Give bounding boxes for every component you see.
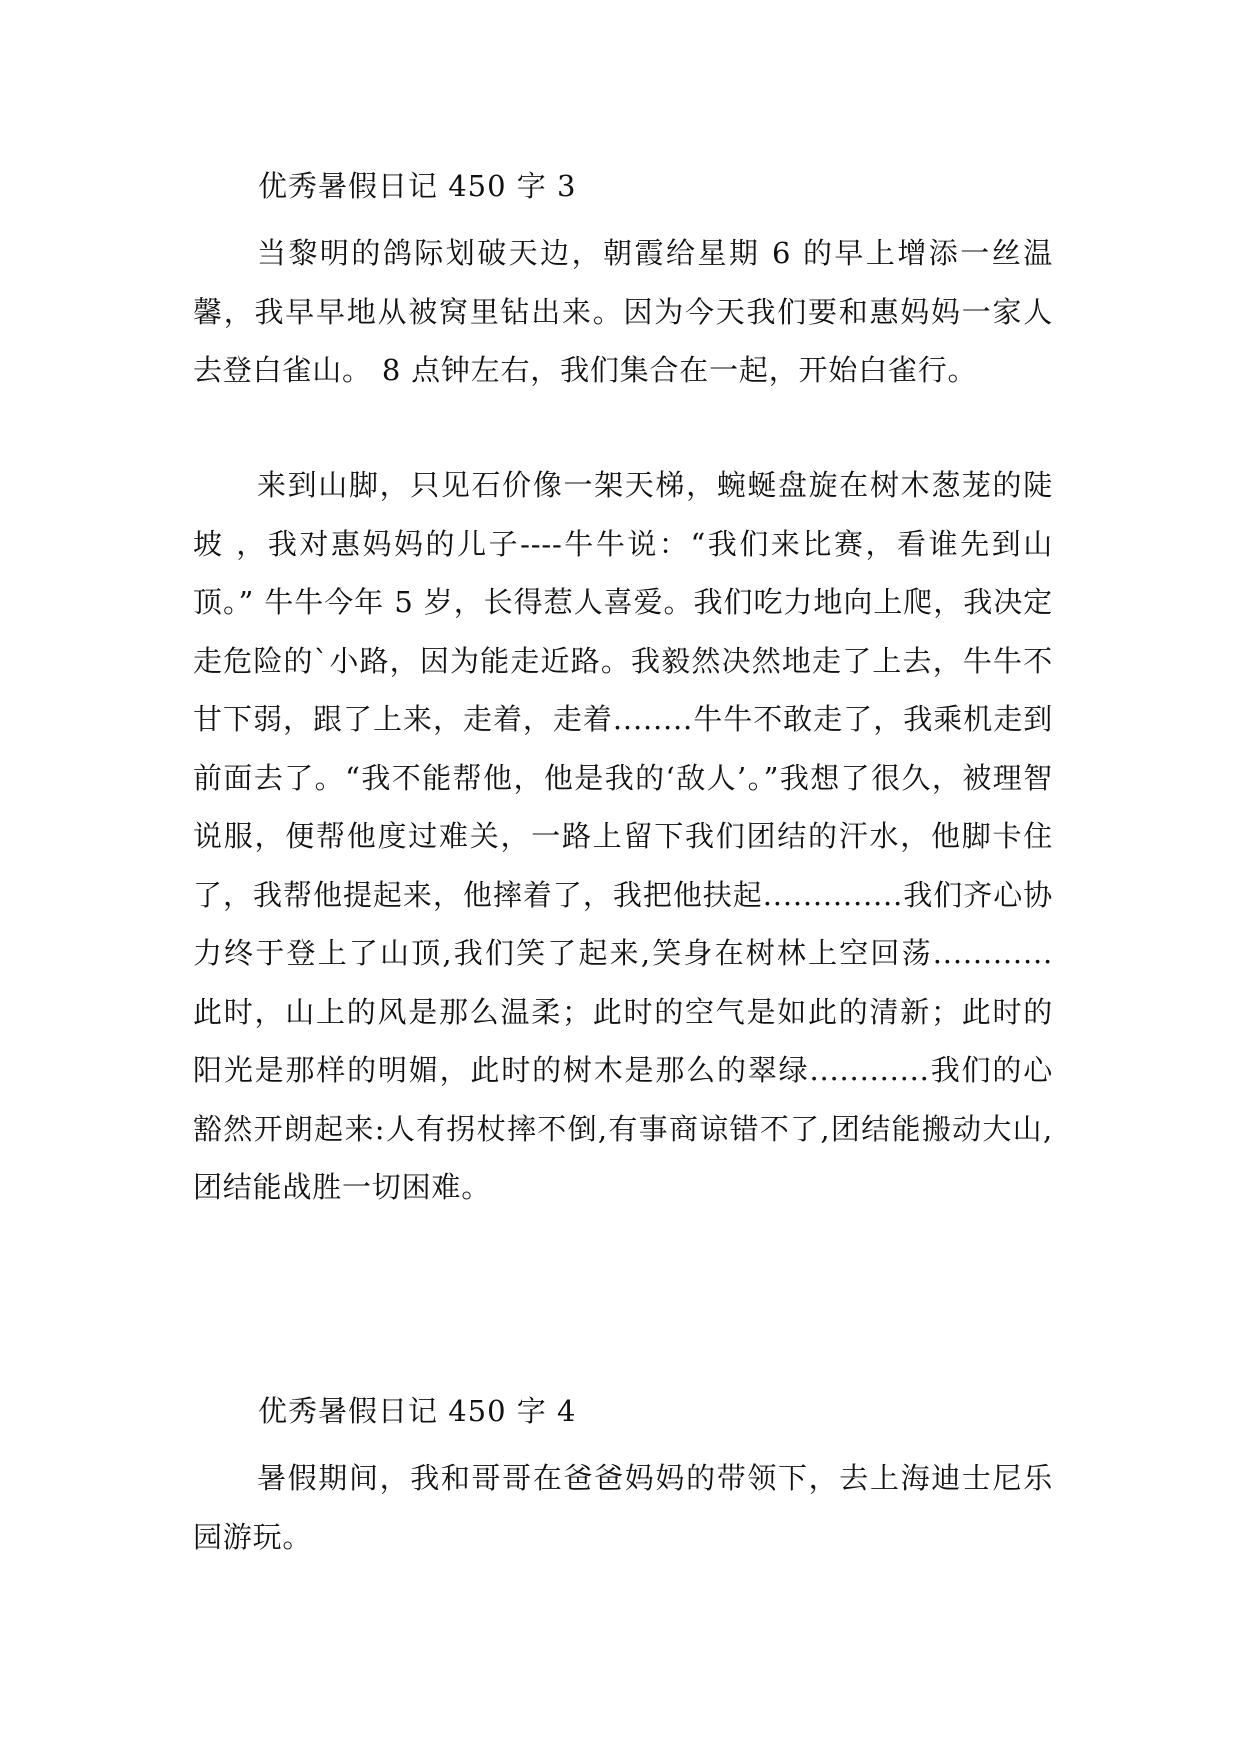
paragraph-3-1: 当黎明的鸽际划破天边，朝霞给星期 6 的早上增添一丝温馨，我早早地从被窝里钻出来。因为今天我们要和惠妈妈一家人去登白雀山。 8 点钟左右，我们集合在一起，开始白雀行。 <box>193 236 1053 387</box>
section-title-3: 优秀暑假日记 450 字 3 <box>258 169 577 203</box>
paragraph-3-2: 来到山脚，只见石价像一架天梯，蜿蜒盘旋在树木葱茏的陡坡 ，我对惠妈妈的儿子----牛牛说：“我们来比赛，看谁先到山顶。” 牛牛今年 5 岁，长得惹人喜爱。我们吃力地向上爬，我决定走危险的`小路，因为能走近路。我毅然决然地走了上去，牛牛不甘下弱，跟了上来，走着，走着........牛牛不敢走了，我乘机走到前面去了。“我不能帮他，他是我的‘敌人’。”我想了很久，被理智说服，便帮他度过难关，一路上留下我们团结的汗水，他脚卡住了，我帮他提起来，他摔着了，我把他扶起..............我们齐心协力终于登上了山顶,我们笑了起来,笑身在树林上空回荡............ 此时，山上的风是那么温柔；此时的空气是如此的清新；此时的阳光是那样的明媚，此时的树木是那么的翠绿............我们的心豁然开朗起来:人有拐杖摔不倒,有事商谅错不了,团结能搬动大山,团结能战胜一切困难。 <box>193 468 1053 1204</box>
paragraph-4-1: 暑假期间，我和哥哥在爸爸妈妈的带领下，去上海迪士尼乐园游玩。 <box>193 1461 1053 1554</box>
section-title-4: 优秀暑假日记 450 字 4 <box>258 1394 577 1428</box>
